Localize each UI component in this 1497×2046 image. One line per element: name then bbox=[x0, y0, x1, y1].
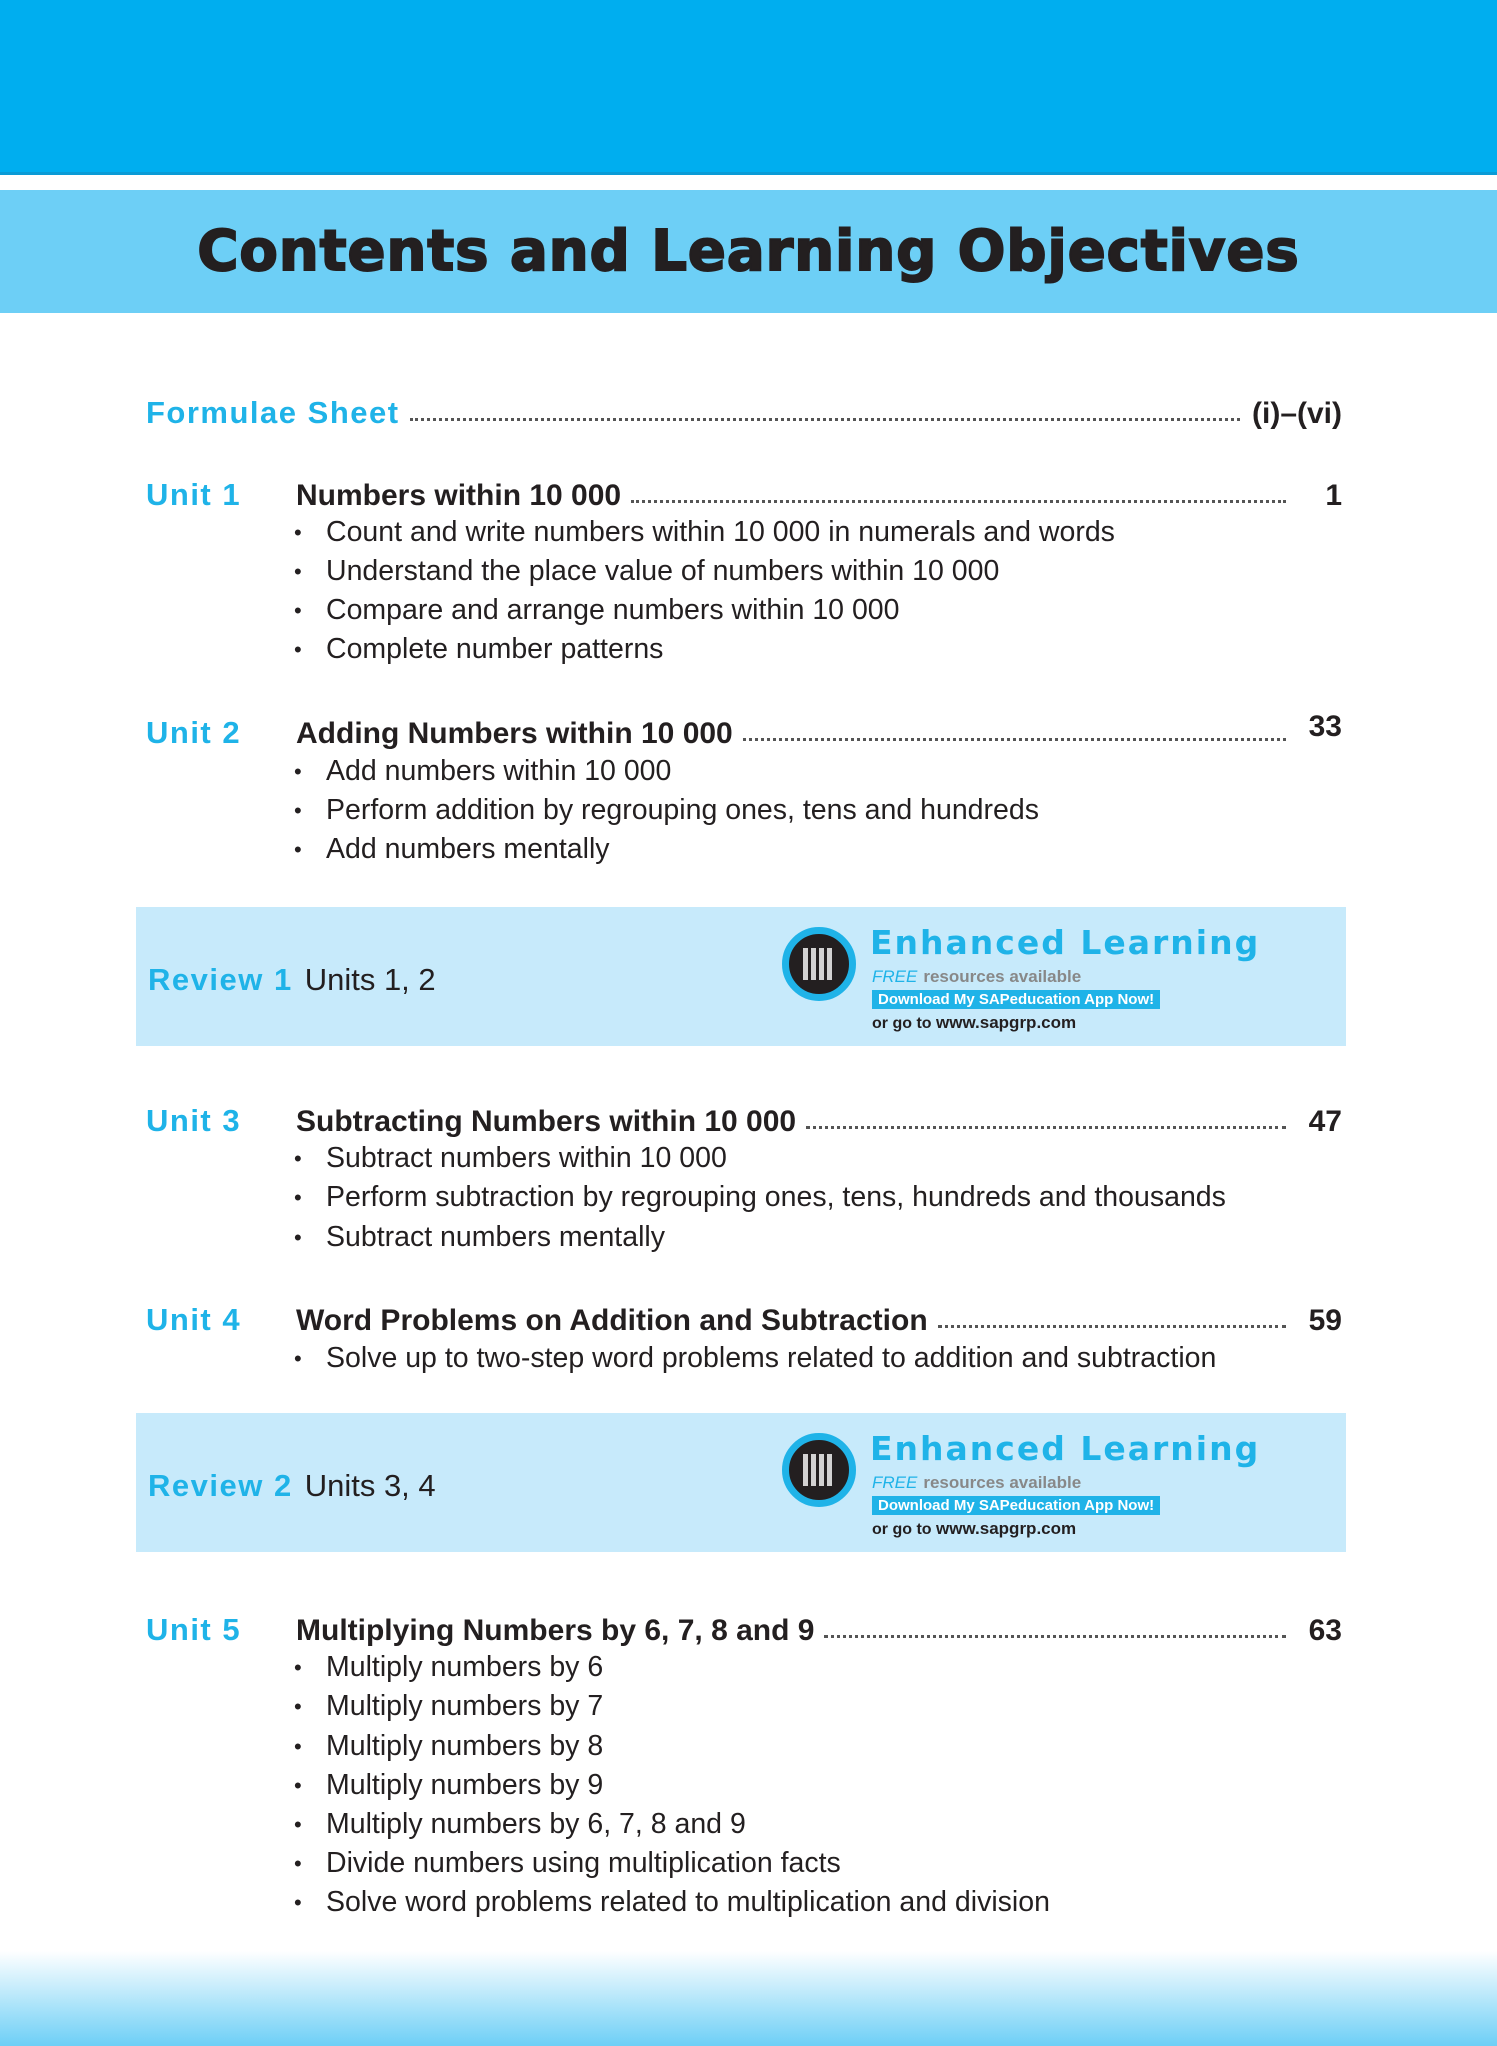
promo-download: Download My SAPeducation App Now! bbox=[872, 990, 1160, 1009]
unit-title: Numbers within 10 000 bbox=[296, 479, 622, 512]
dot-leader bbox=[824, 1635, 1286, 1638]
objective-text: Divide numbers using multiplication facts bbox=[326, 1847, 841, 1879]
dot-leader bbox=[938, 1325, 1286, 1328]
objective-text: Add numbers within 10 000 bbox=[326, 755, 672, 787]
learning-objective bbox=[296, 555, 999, 588]
objective-text: Solve word problems related to multiplication and division bbox=[326, 1886, 1050, 1918]
objective-text: Perform subtraction by regrouping ones, tens, hundreds and thousands bbox=[326, 1181, 1226, 1213]
objective-text: Add numbers mentally bbox=[326, 833, 610, 865]
promo-free-resources bbox=[872, 1473, 1081, 1493]
learning-objective bbox=[296, 1181, 1226, 1214]
objective-text: Count and write numbers within 10 000 in numerals and words bbox=[326, 516, 1115, 548]
learning-objective bbox=[296, 1769, 603, 1802]
objective-text: Multiply numbers by 6, 7, 8 and 9 bbox=[326, 1808, 746, 1840]
unit-label: Unit 3 bbox=[146, 1103, 242, 1138]
promo-free-resources bbox=[872, 967, 1081, 987]
objective-text: Subtract numbers within 10 000 bbox=[326, 1142, 727, 1174]
learning-objective bbox=[296, 1690, 603, 1723]
page-number: 47 bbox=[1308, 1105, 1342, 1138]
unit-title: Multiplying Numbers by 6, 7, 8 and 9 bbox=[296, 1614, 815, 1647]
review-label: Review 1 bbox=[148, 962, 293, 997]
promo-goto-text: or go to bbox=[872, 1015, 932, 1032]
promo-goto bbox=[872, 1519, 1076, 1539]
learning-objective bbox=[296, 594, 900, 627]
unit-title: Subtracting Numbers within 10 000 bbox=[296, 1105, 797, 1138]
learning-objective bbox=[296, 1142, 727, 1175]
review-entry[interactable] bbox=[148, 1468, 436, 1504]
page-number: 59 bbox=[1308, 1304, 1342, 1337]
objective-text: Perform addition by regrouping ones, tens and hundreds bbox=[326, 794, 1039, 826]
review-section bbox=[136, 907, 1346, 1046]
enhanced-learning-banner[interactable] bbox=[782, 1423, 1261, 1543]
promo-goto bbox=[872, 1013, 1076, 1033]
unit-label: Unit 1 bbox=[146, 477, 242, 512]
learning-objective bbox=[296, 833, 610, 866]
dot-leader bbox=[631, 500, 1286, 503]
review-entry[interactable] bbox=[148, 962, 436, 998]
promo-url[interactable]: www.sapgrp.com bbox=[936, 1013, 1077, 1032]
page-header bbox=[0, 190, 1497, 313]
promo-heading: Enhanced Learning bbox=[870, 1429, 1261, 1468]
promo-download: Download My SAPeducation App Now! bbox=[872, 1496, 1160, 1515]
learning-objective bbox=[296, 1808, 746, 1841]
dot-leader bbox=[806, 1126, 1286, 1129]
unit-label: Unit 4 bbox=[146, 1302, 242, 1337]
page-number: 33 bbox=[1308, 710, 1342, 743]
promo-free: FREE bbox=[872, 1473, 918, 1492]
learning-objective bbox=[296, 794, 1039, 827]
qr-code-icon bbox=[782, 1433, 856, 1507]
objective-text: Multiply numbers by 9 bbox=[326, 1769, 604, 1801]
learning-objective bbox=[296, 1847, 841, 1880]
learning-objective bbox=[296, 1886, 1050, 1919]
unit-entry[interactable] bbox=[146, 477, 1342, 513]
unit-label: Unit 5 bbox=[146, 1612, 242, 1647]
promo-url[interactable]: www.sapgrp.com bbox=[936, 1519, 1077, 1538]
learning-objective bbox=[296, 516, 1115, 549]
unit-label: Unit 2 bbox=[146, 715, 242, 750]
promo-heading: Enhanced Learning bbox=[870, 923, 1261, 962]
unit-entry[interactable] bbox=[146, 710, 1342, 751]
unit-entry[interactable] bbox=[146, 1103, 1342, 1139]
learning-objective bbox=[296, 1730, 603, 1763]
page-number: (i)–(vi) bbox=[1252, 397, 1342, 430]
footer-gradient bbox=[0, 1951, 1497, 2046]
qr-code-icon bbox=[782, 927, 856, 1001]
formulae-sheet-label: Formulae Sheet bbox=[146, 395, 400, 430]
objective-text: Multiply numbers by 6 bbox=[326, 1651, 604, 1683]
unit-entry[interactable] bbox=[146, 1302, 1342, 1338]
page-number: 1 bbox=[1325, 479, 1342, 512]
objective-text: Compare and arrange numbers within 10 000 bbox=[326, 594, 900, 626]
objective-text: Complete number patterns bbox=[326, 633, 664, 665]
review-units: Units 1, 2 bbox=[304, 962, 436, 997]
learning-objective bbox=[296, 1342, 1216, 1375]
learning-objective bbox=[296, 1651, 603, 1684]
top-color-band bbox=[0, 0, 1497, 175]
promo-resources: resources available bbox=[923, 1473, 1082, 1492]
learning-objective bbox=[296, 633, 663, 666]
promo-free: FREE bbox=[872, 967, 918, 986]
promo-resources: resources available bbox=[923, 967, 1082, 986]
review-label: Review 2 bbox=[148, 1468, 293, 1503]
promo-goto-text: or go to bbox=[872, 1521, 932, 1538]
unit-title: Word Problems on Addition and Subtraction bbox=[296, 1304, 928, 1337]
page-number: 63 bbox=[1308, 1614, 1342, 1647]
review-section bbox=[136, 1413, 1346, 1552]
unit-title: Adding Numbers within 10 000 bbox=[296, 717, 733, 750]
objective-text: Multiply numbers by 7 bbox=[326, 1690, 604, 1722]
objective-text: Understand the place value of numbers within 10 000 bbox=[326, 555, 1000, 587]
review-units: Units 3, 4 bbox=[304, 1468, 436, 1503]
formulae-sheet-entry[interactable] bbox=[146, 395, 1342, 431]
dot-leader bbox=[743, 738, 1286, 741]
page-title: Contents and Learning Objectives bbox=[197, 219, 1300, 284]
dot-leader bbox=[410, 418, 1240, 421]
objective-text: Solve up to two-step word problems related to addition and subtraction bbox=[326, 1342, 1217, 1374]
learning-objective bbox=[296, 1221, 665, 1254]
enhanced-learning-banner[interactable] bbox=[782, 917, 1261, 1037]
unit-entry[interactable] bbox=[146, 1612, 1342, 1648]
objective-text: Multiply numbers by 8 bbox=[326, 1730, 604, 1762]
learning-objective bbox=[296, 755, 671, 788]
objective-text: Subtract numbers mentally bbox=[326, 1221, 665, 1253]
